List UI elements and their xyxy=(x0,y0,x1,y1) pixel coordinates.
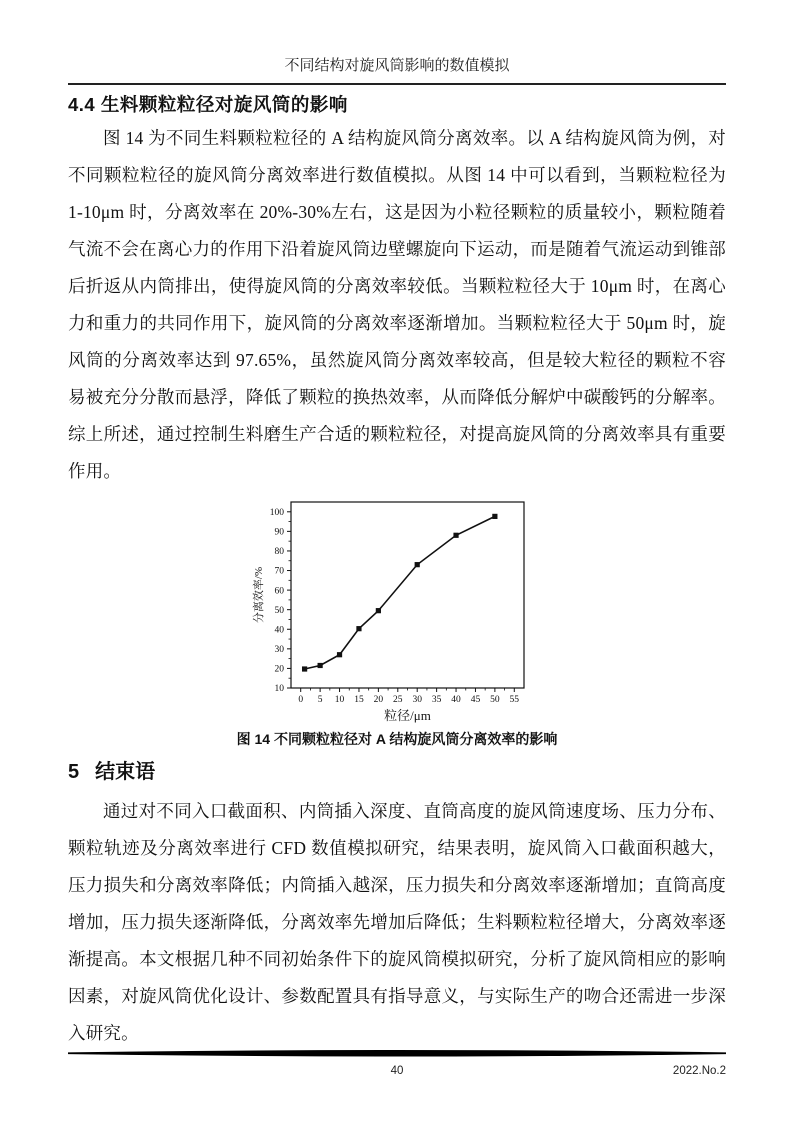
svg-text:45: 45 xyxy=(470,695,481,705)
svg-text:5: 5 xyxy=(317,695,323,705)
data-point-marker xyxy=(376,608,381,613)
svg-text:100: 100 xyxy=(269,507,284,518)
svg-text:60: 60 xyxy=(274,586,284,597)
section-4-4-heading: 4.4 生料颗粒粒径对旋风筒的影响 xyxy=(68,94,348,115)
efficiency-curve xyxy=(305,516,495,669)
data-point-marker xyxy=(492,514,497,519)
svg-text:20: 20 xyxy=(274,664,284,675)
data-point-marker xyxy=(415,562,420,567)
svg-text:10: 10 xyxy=(274,684,284,695)
data-point-marker xyxy=(337,652,342,657)
svg-text:70: 70 xyxy=(274,566,284,577)
figure-14-caption: 图 14 不同颗粒粒径对 A 结构旋风筒分离效率的影响 xyxy=(236,731,558,747)
svg-text:40: 40 xyxy=(274,625,284,636)
data-point-marker xyxy=(302,666,307,671)
svg-text:50: 50 xyxy=(274,605,284,616)
plot-frame xyxy=(291,502,524,688)
svg-text:50: 50 xyxy=(490,695,500,705)
svg-text:40: 40 xyxy=(451,695,461,705)
page-footer xyxy=(68,1046,726,1081)
svg-text:30: 30 xyxy=(274,645,284,656)
section-5-heading xyxy=(68,757,726,787)
section-5-title: 结束语 xyxy=(95,761,156,783)
running-header-title: 不同结构对旋风筒影响的数值模拟 xyxy=(284,58,510,74)
svg-text:35: 35 xyxy=(431,695,442,705)
section-5-number: 5 xyxy=(68,761,80,783)
svg-text:30: 30 xyxy=(412,695,422,705)
svg-text:80: 80 xyxy=(274,547,284,558)
issue-label: 2022.No.2 xyxy=(672,1065,726,1077)
data-point-marker xyxy=(318,663,323,668)
svg-text:0: 0 xyxy=(298,695,304,705)
footer-row xyxy=(68,1065,726,1081)
svg-text:55: 55 xyxy=(509,695,520,705)
svg-text:10: 10 xyxy=(334,695,345,705)
footer-divider xyxy=(68,1049,726,1059)
svg-text:15: 15 xyxy=(354,695,364,705)
y-axis-label: 分离效率/% xyxy=(253,566,265,624)
figure-14-chart-svg xyxy=(251,490,543,724)
figure-14-chart xyxy=(251,490,543,729)
svg-text:90: 90 xyxy=(274,527,284,538)
figure-14 xyxy=(68,490,726,749)
data-point-marker xyxy=(356,626,361,631)
x-axis-label: 粒径/μm xyxy=(384,708,431,723)
page-number: 40 xyxy=(390,1065,404,1077)
svg-text:25: 25 xyxy=(393,695,403,705)
header-rule xyxy=(68,83,726,85)
section-4-4-paragraph: 图 14 为不同生料颗粒粒径的 A 结构旋风筒分离效率。以 A 结构旋风筒为例，对不同颗粒粒径的旋风筒分离效率进行数值模拟。从图 14 中可以看到，当颗粒粒径为 1-10μm 时，分离效率在 20%-30%左右，这是因为小粒径颗粒的质量较小，颗粒随着气流不会在离心力的作用下沿着旋风筒边壁螺旋向下运动，而是随着气流运动到锥部后折返从内筒排出，使得旋风筒的分离效率较低。当颗粒粒径大于 10μm 时，在离心力和重力的共同作用下，旋风筒的分离效率逐渐增加。当颗粒粒径大于 50μm 时，旋风筒的分离效率达到 97.65%，虽然旋风筒分离效率较高，但是较大粒径的颗粒不容易被充分分散而悬浮，降低了颗粒的换热效率，从而降低分解炉中碳酸钙的分解率。综上所述，通过控制生料磨生产合适的颗粒粒径，对提高旋风筒的分离效率具有重要作用。 xyxy=(68,128,726,481)
data-point-marker xyxy=(453,533,458,538)
svg-text:20: 20 xyxy=(373,695,384,705)
section-5-paragraph: 通过对不同入口截面积、内筒插入深度、直筒高度的旋风筒速度场、压力分布、颗粒轨迹及分离效率进行 CFD 数值模拟研究，结果表明，旋风筒入口截面积越大，压力损失和分离效率降低；内筒插入越深，压力损失和分离效率逐渐增加；直筒高度增加，压力损失逐渐降低，分离效率先增加后降低；生料颗粒粒径增大，分离效率逐渐提高。本文根据几种不同初始条件下的旋风筒模拟研究，分析了旋风筒相应的影响因素，对旋风筒优化设计、参数配置具有指导意义，与实际生产的吻合还需进一步深入研究。 xyxy=(68,801,726,1043)
